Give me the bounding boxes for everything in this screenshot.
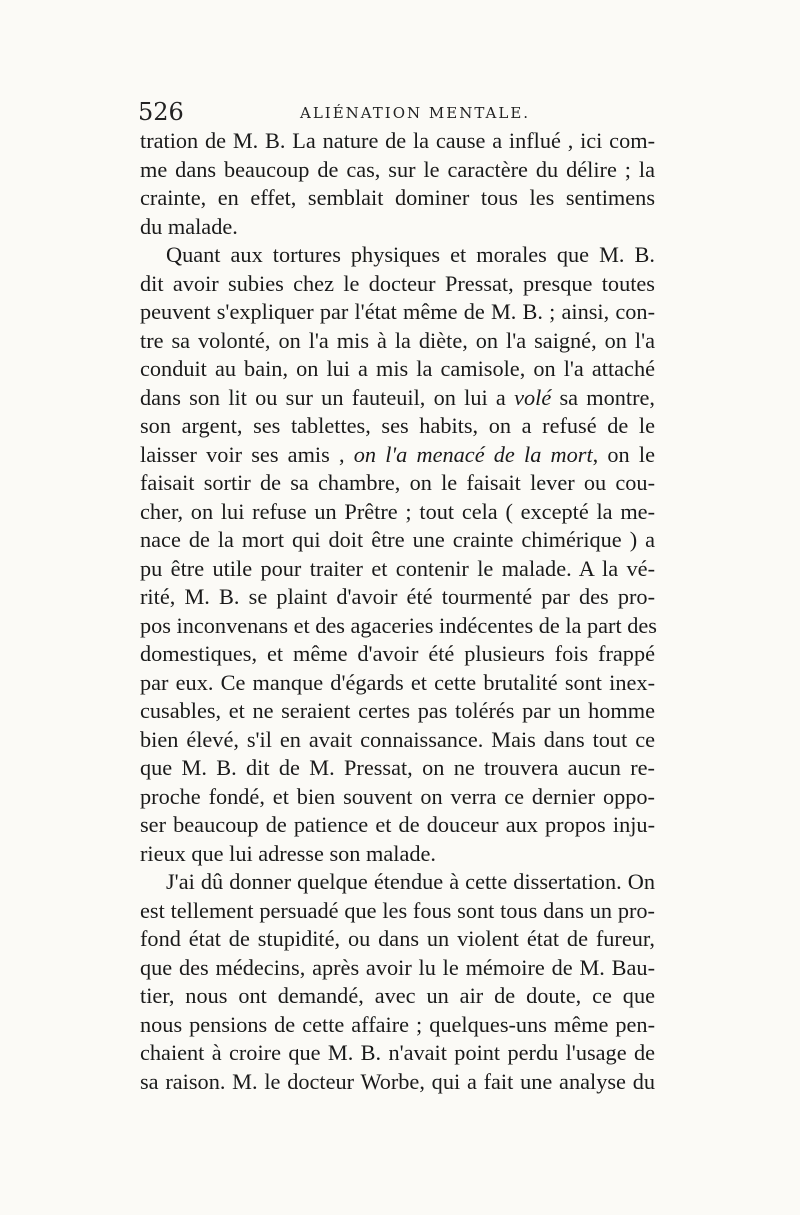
text-line: est tellement persuadé que les fous sont tous dans un pro-	[140, 897, 655, 923]
text-line: proche fondé, et bien souvent on verra ce dernier oppo-	[140, 783, 655, 809]
text-line: son argent, ses tablettes, ses habits, on a refusé de le	[140, 413, 655, 438]
text-segment: , on le	[592, 441, 655, 467]
text-line: faisait sortir de sa chambre, on le faisait lever ou cou-	[140, 470, 655, 495]
text-line: par eux. Ce manque d'égards et cette brutalité sont inex-	[140, 669, 655, 695]
text-line: domestiques, et même d'avoir été plusieurs fois frappé	[140, 641, 655, 666]
text-line: tre sa volonté, on l'a mis à la diète, on l'a saigné, on l'a	[140, 327, 655, 353]
text-line: cusables, et ne seraient certes pas tolérés par un homme	[140, 698, 655, 723]
text-line: nous pensions de cette affaire ; quelques-uns même pen-	[140, 1011, 655, 1037]
text-line: conduit au bain, on lui a mis la camisole, on l'a attaché	[140, 356, 655, 381]
text-segment: dans son lit ou sur un fauteuil, on lui a	[140, 384, 515, 410]
text-line: bien élevé, s'il en avait connaissance. Mais dans tout ce	[140, 726, 655, 752]
italic-text-segment: on l'a menacé de la mort	[353, 441, 593, 467]
page-header	[138, 96, 658, 126]
text-line	[140, 441, 655, 470]
text-line	[140, 384, 655, 413]
text-line: me dans beaucoup de cas, sur le caractère du délire ; la	[140, 156, 655, 182]
text-line: que des médecins, après avoir lu le mémoire de M. Bau-	[140, 954, 655, 980]
text-line: tration de M. B. La nature de la cause a influé , ici com-	[140, 128, 655, 153]
text-line: pos inconvenans et des agaceries indécentes de la part des	[140, 612, 657, 638]
text-line: du malade.	[140, 213, 238, 239]
text-line: tier, nous ont demandé, avec un air de doute, ce que	[140, 983, 655, 1008]
text-line: fond état de stupidité, ou dans un violent état de fureur,	[140, 926, 655, 951]
running-title: ALIÉNATION MENTALE.	[300, 104, 531, 122]
text-line: pu être utile pour traiter et contenir le malade. A la vé-	[140, 555, 655, 581]
body-text	[140, 127, 655, 1096]
text-line: nace de la mort qui doit être une crainte chimérique ) a	[140, 527, 655, 552]
text-line: crainte, en effet, semblait dominer tous les sentimens	[140, 185, 655, 210]
text-line: que M. B. dit de M. Pressat, on ne trouvera aucun re-	[140, 755, 655, 780]
page-number: 526	[138, 98, 184, 126]
text-line: cher, on lui refuse un Prêtre ; tout cela ( excepté la me-	[140, 498, 655, 524]
text-line: ser beaucoup de patience et de douceur aux propos inju-	[140, 812, 655, 837]
text-line: Quant aux tortures physiques et morales que M. B.	[166, 242, 655, 267]
text-line: rieux que lui adresse son malade.	[140, 840, 436, 866]
text-line: chaient à croire que M. B. n'avait point perdu l'usage de	[140, 1040, 655, 1065]
text-line: rité, M. B. se plaint d'avoir été tourmenté par des pro-	[140, 584, 655, 609]
italic-text-segment: volé	[514, 384, 552, 410]
text-segment: laisser voir ses amis ,	[140, 441, 354, 467]
text-segment: sa montre,	[551, 384, 656, 410]
text-line: J'ai dû donner quelque étendue à cette dissertation. On	[166, 869, 655, 894]
text-line: sa raison. M. le docteur Worbe, qui a fait une analyse du	[140, 1068, 655, 1094]
text-line: dit avoir subies chez le docteur Pressat, presque toutes	[140, 270, 655, 296]
text-line: peuvent s'expliquer par l'état même de M. B. ; ainsi, con-	[140, 299, 655, 324]
